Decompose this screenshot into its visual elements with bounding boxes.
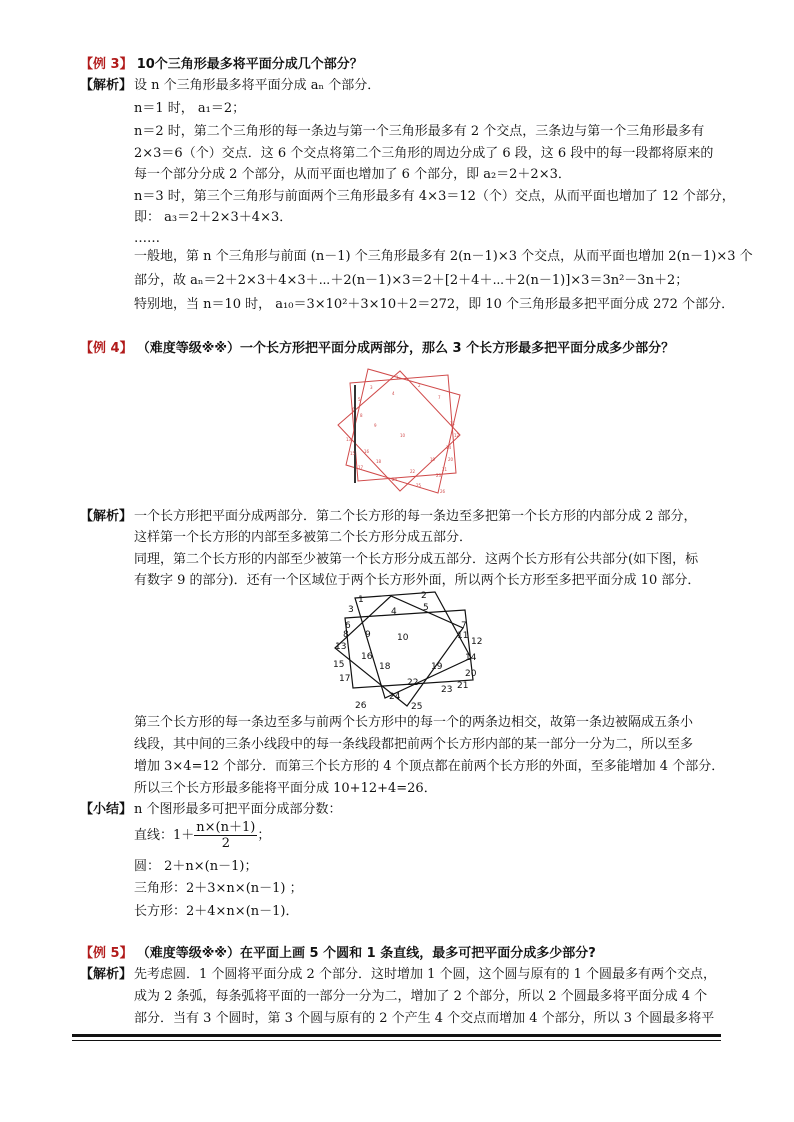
small-fig-label: 10 — [400, 433, 406, 438]
three-rectangles-labeled-figure — [325, 588, 493, 710]
ex4-line: 同理，第二个长方形的内部至少被第一个长方形分成五部分．这两个长方形有公共部分(如下图，标 — [134, 552, 699, 567]
region-label: 13 — [335, 642, 347, 652]
ex4-line: 有数字 9 的部分)．还有一个区域位于两个长方形外面，所以两个长方形至多把平面分成 10 部分． — [134, 573, 701, 588]
region-label: 23 — [441, 685, 453, 695]
footer-rule-thin — [72, 1040, 721, 1041]
ex3-line: 2×3＝6（个）交点．这 6 个交点将第二个三角形的周边分成了 6 段，这 6 段中的每一段都将原来的 — [134, 146, 714, 161]
small-fig-label: 6 — [352, 407, 355, 412]
region-label: 26 — [355, 701, 367, 710]
region-label: 6 — [345, 621, 351, 631]
summary-tag: 【小结】 — [80, 802, 133, 817]
small-fig-label: 8 — [360, 413, 363, 418]
ex5-line: 先考虑圆．1 个圆将平面分成 2 个部分．这时增加 1 个圆，这个圆与原有的 1 个圆最多有两个交点， — [134, 967, 717, 982]
ex3-line: n＝2 时，第二个三角形的每一条边与第一个三角形最多有 2 个交点，三条边与第一个三角形最多有 — [134, 124, 705, 139]
summary-line-fraction — [194, 820, 257, 851]
example-3-tag: 【例 3】 — [80, 57, 133, 72]
ex3-line: …… — [134, 231, 160, 246]
ex4-line: 第三个长方形的每一条边至多与前两个长方形中的每一个的两条边相交，故第一条边被隔成五条小 — [134, 715, 694, 730]
small-fig-square-1 — [350, 375, 456, 481]
ex5-line: 部分．当有 3 个圆时，第 3 个圆与原有的 2 个产生 4 个交点而增加 4 个部分，所以 3 个圆最多将平 — [134, 1011, 715, 1026]
small-fig-label: 3 — [370, 385, 373, 390]
ex5-line: 成为 2 条弧，每条弧将平面的一部分一分为二，增加了 2 个部分，所以 2 个圆最多将平面分成 4 个 — [134, 989, 708, 1004]
fraction-denominator: 2 — [221, 836, 230, 851]
small-fig-label: 19 — [430, 457, 436, 462]
summary-intro: n 个图形最多可把平面分成部分数： — [134, 802, 342, 817]
region-label: 1 — [358, 595, 364, 605]
example-4-solution — [80, 508, 132, 526]
small-fig-label: 21 — [442, 467, 448, 472]
region-label: 2 — [421, 591, 427, 601]
small-fig-label: 12 — [454, 433, 460, 438]
small-fig-label: 23 — [436, 473, 442, 478]
fraction-numerator: n×(n＋1) — [196, 820, 256, 835]
ex3-line: 设 n 个三角形最多将平面分成 aₙ 个部分． — [134, 78, 381, 93]
region-label: 15 — [333, 660, 345, 670]
ex3-line: n＝1 时， a₁＝2； — [134, 101, 246, 116]
ex4-line: 线段，其中间的三条小线段中的每一条线段都把前两个长方形内部的某一部分一分为二，所以至多 — [134, 737, 694, 752]
ex3-line: 一般地，第 n 个三角形与前面 (n－1) 个三角形最多有 2(n－1)×3 个交点，从而平面也增加 2(n－1)×3 个 — [134, 249, 753, 264]
example-5-solution — [80, 966, 132, 984]
region-label: 22 — [407, 678, 419, 688]
small-fig-label: 26 — [440, 489, 446, 494]
example-5-header — [80, 945, 596, 963]
small-fig-label: 22 — [410, 469, 416, 474]
summary-line-suffix: ； — [257, 828, 271, 843]
region-label: 14 — [465, 653, 477, 663]
region-label: 7 — [461, 621, 467, 631]
summary-line-label: 直线： — [134, 828, 174, 843]
ex3-line: n＝3 时，第三个三角形与前面两个三角形最多有 4×3＝12（个）交点，从而平面也增加了 12 个部分， — [134, 189, 735, 204]
example-4-solution-tag: 【解析】 — [80, 509, 133, 524]
three-squares-small-figure — [330, 365, 478, 500]
small-fig-label: 15 — [350, 451, 356, 456]
region-label: 16 — [361, 652, 373, 662]
summary-circle: 圆： 2＋n×(n－1)； — [134, 859, 258, 874]
example-5-solution-tag: 【解析】 — [80, 967, 133, 982]
summary-rectangle: 长方形：2＋4×n×(n－1)． — [134, 904, 299, 919]
example-3-header — [80, 56, 363, 74]
footer-rule-thick — [72, 1034, 721, 1037]
region-label: 17 — [339, 674, 351, 684]
ex3-line: 每一个部分分成 2 个部分，从而平面也增加了 6 个部分，即 a₂＝2＋2×3． — [134, 167, 571, 182]
region-label: 11 — [457, 631, 469, 641]
summary-triangle: 三角形：2＋3×n×(n－1) ； — [134, 881, 303, 896]
example-5-tag: 【例 5】 — [80, 946, 133, 961]
ex3-line: 即： a₃＝2＋2×3＋4×3． — [134, 210, 293, 225]
ex4-line: 所以三个长方形最多能将平面分成 10+12+4=26． — [134, 781, 437, 796]
example-4-question: （难度等级※※）一个长方形把平面分成两部分，那么 3 个长方形最多把平面分成多少部分？ — [136, 341, 675, 356]
small-fig-label: 25 — [416, 483, 422, 488]
region-label: 18 — [379, 662, 391, 672]
example-5-question: （难度等级※※）在平面上画 5 个圆和 1 条直线，最多可把平面分成多少部分? — [136, 946, 596, 961]
region-label: 21 — [457, 681, 469, 691]
region-label: 4 — [391, 607, 397, 617]
small-fig-square-2 — [338, 371, 460, 491]
region-label: 12 — [471, 637, 483, 647]
region-label: 10 — [397, 633, 409, 643]
summary-header — [80, 801, 132, 819]
ex4-line: 增加 3×4=12 个部分．而第三个长方形的 4 个顶点都在前两个长方形的外面，至多能增加 4 个部分． — [134, 759, 725, 774]
small-fig-label: 24 — [392, 477, 398, 482]
small-fig-label: 2 — [418, 383, 421, 388]
small-fig-label: 17 — [358, 465, 364, 470]
small-fig-label: 5 — [358, 397, 361, 402]
small-fig-label: 9 — [374, 423, 377, 428]
small-fig-label: 18 — [376, 459, 382, 464]
small-fig-label: 16 — [364, 449, 370, 454]
example-3-solution — [80, 77, 132, 95]
region-label: 5 — [423, 603, 429, 613]
ex4-line: 一个长方形把平面分成两部分．第二个长方形的每一条边至多把第一个长方形的内部分成 2 部分， — [134, 509, 697, 524]
region-label: 8 — [343, 630, 349, 640]
region-label: 19 — [431, 662, 443, 672]
summary-line-prefix: 1＋ — [173, 828, 195, 843]
small-fig-label: 14 — [446, 445, 452, 450]
region-label: 25 — [411, 702, 423, 710]
example-4-header — [80, 340, 674, 358]
small-fig-label: 7 — [438, 395, 441, 400]
region-label: 20 — [465, 669, 477, 679]
ex4-line: 这样第一个长方形的内部至多被第二个长方形分成五部分． — [134, 530, 473, 545]
small-fig-label: 4 — [392, 391, 395, 396]
small-fig-label: 20 — [448, 457, 454, 462]
small-fig-label: 1 — [396, 375, 399, 380]
example-3-question: 10个三角形最多将平面分成几个部分？ — [136, 57, 363, 72]
region-label: 24 — [389, 692, 401, 702]
ex3-line: 部分，故 aₙ＝2＋2×3＋4×3＋⋯＋2(n－1)×3＝2＋[2＋4＋⋯＋2(n－1)]×3＝3n²－3n＋2； — [134, 273, 689, 288]
example-3-solution-tag: 【解析】 — [80, 78, 133, 93]
example-4-tag: 【例 4】 — [80, 341, 133, 356]
small-fig-label: 11 — [450, 421, 456, 426]
summary-line-formula — [134, 818, 270, 854]
region-label: 3 — [348, 605, 354, 615]
region-label: 9 — [365, 630, 371, 640]
ex3-line: 特别地，当 n＝10 时， a₁₀＝3×10²＋3×10＋2＝272，即 10 个三角形最多把平面分成 272 个部分． — [134, 297, 735, 312]
small-fig-label: 13 — [346, 437, 352, 442]
